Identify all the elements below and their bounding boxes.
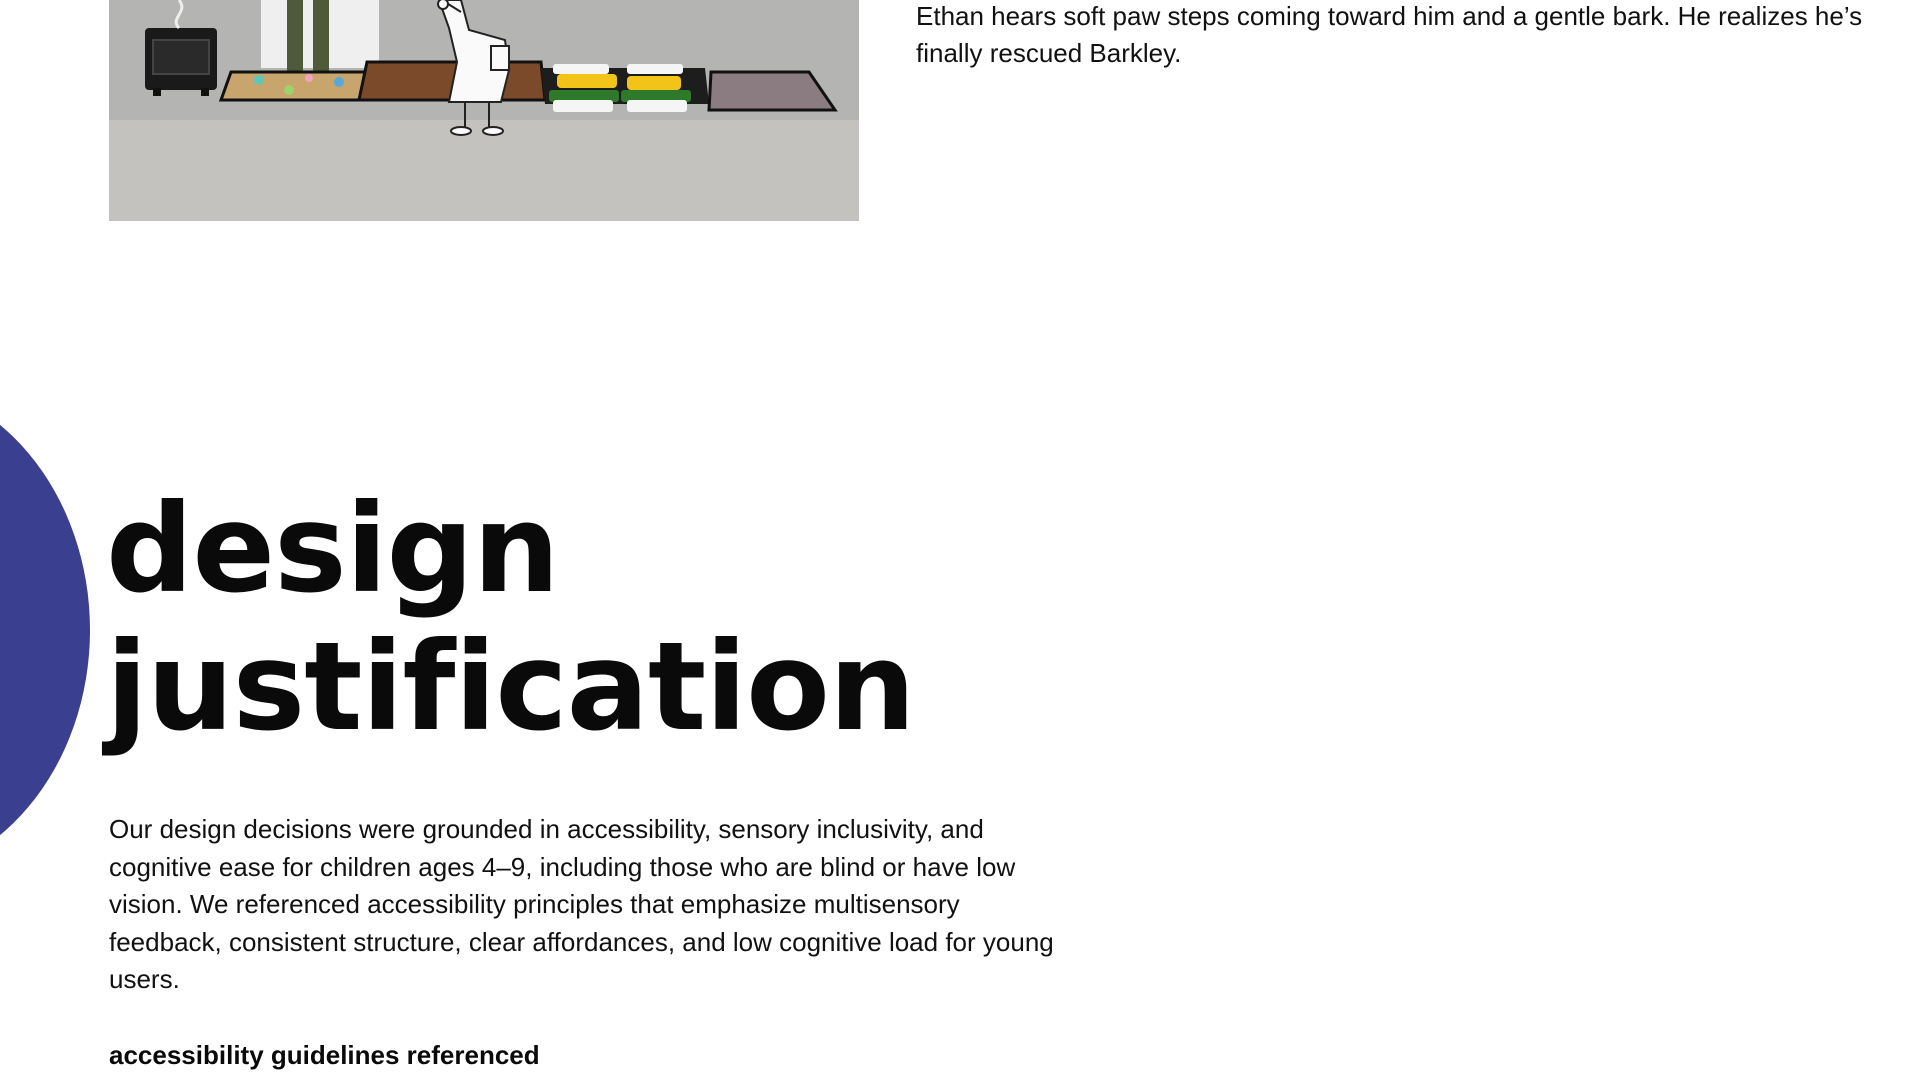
section-title-line2: justification bbox=[106, 616, 915, 758]
section-title-line1: design bbox=[106, 478, 559, 620]
prototype-photo bbox=[109, 0, 859, 221]
guidelines-subheading: accessibility guidelines referenced bbox=[109, 1040, 540, 1070]
section-title bbox=[106, 480, 915, 756]
story-text: Ethan hears soft paw steps coming toward him and a gentle bark. He realizes he’s finally rescued Barkley. bbox=[916, 1, 1863, 68]
decorative-circle bbox=[0, 380, 90, 880]
section-body: Our design decisions were grounded in accessibility, sensory inclusivity, and cognitive ease for children ages 4–9, including those who are blind or have low vision. We referenced accessibility principles that emphasize multisensory feedback, consistent structure, clear affordances, and low cognitive load for young users. bbox=[109, 814, 1054, 994]
sensory-path-illustration bbox=[109, 0, 859, 221]
